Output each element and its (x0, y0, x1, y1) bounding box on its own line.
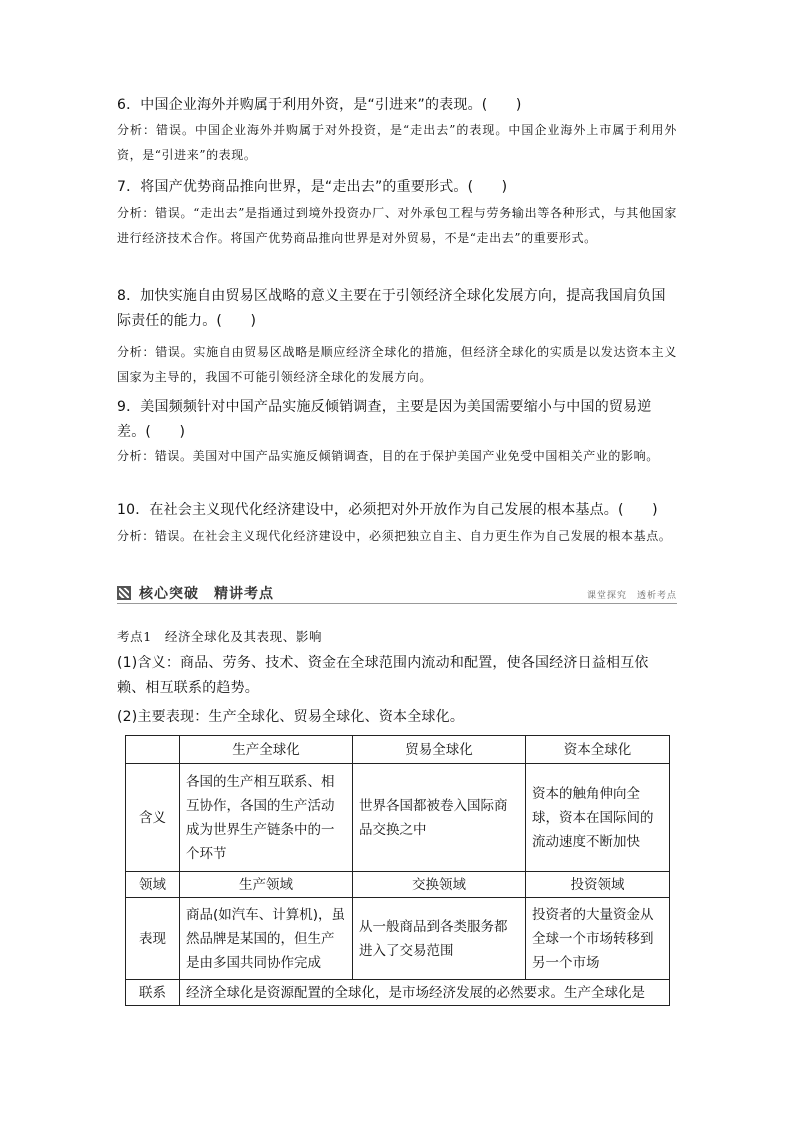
table-cell: 世界各国都被卷入国际商品交换之中 (353, 764, 526, 872)
manifestation-paragraph: (2)主要表现：生产全球化、贸易全球化、资本全球化。 (117, 709, 465, 725)
row-label-cell: 含义 (126, 764, 180, 872)
banner-divider (117, 603, 677, 604)
row-label-cell: 领域 (126, 872, 180, 898)
banner-subtitle: 课堂探究 透析考点 (586, 591, 677, 601)
table-cell: 各国的生产相互联系、相互协作，各国的生产活动成为世界生产链条中的一个环节 (180, 764, 353, 872)
row-label-cell: 联系 (126, 980, 180, 1006)
table-header-cell: 资本全球化 (526, 736, 670, 764)
table-cell: 商品(如汽车、计算机)，虽然品牌是某国的，但生产是由多国共同协作完成 (180, 898, 353, 980)
section-heading: 考点1 经济全球化及其表现、影响 (117, 629, 323, 644)
table-row (126, 872, 670, 898)
question-6: 6．中国企业海外并购属于利用外资，是“引进来”的表现。( ) (117, 97, 522, 113)
globalization-table (125, 735, 670, 1006)
section-banner (117, 583, 677, 605)
table-row (126, 898, 670, 980)
answer-8: 分析：错误。实施自由贸易区战略是顺应经济全球化的措施，但经济全球化的实质是以发达资本主义国家为主导的，我国不可能引领经济全球化的发展方向。 (117, 345, 677, 384)
question-9: 9．美国频频针对中国产品实施反倾销调查，主要是因为美国需要缩小与中国的贸易逆差。( ) (117, 399, 652, 440)
table-row (126, 764, 670, 872)
table-cell: 投资者的大量资金从全球一个市场转移到另一个市场 (526, 898, 670, 980)
table-corner-cell (126, 736, 180, 764)
table-cell: 交换领域 (353, 872, 526, 898)
table-header-row (126, 736, 670, 764)
table-cell: 从一般商品到各类服务都进入了交易范围 (353, 898, 526, 980)
row-label-cell: 表现 (126, 898, 180, 980)
banner-title: 核心突破 精讲考点 (139, 586, 274, 602)
answer-6: 分析：错误。中国企业海外并购属于对外投资，是“走出去”的表现。中国企业海外上市属于利用外资，是“引进来”的表现。 (117, 123, 677, 162)
answer-7: 分析：错误。“走出去”是指通过到境外投资办厂、对外承包工程与劳务输出等各种形式，与其他国家进行经济技术合作。将国产优势商品推向世界是对外贸易，不是“走出去”的重要形式。 (117, 206, 677, 245)
table-cell: 投资领域 (526, 872, 670, 898)
question-7: 7．将国产优势商品推向世界，是“走出去”的重要形式。( ) (117, 179, 508, 195)
table-link-cell: 经济全球化是资源配置的全球化，是市场经济发展的必然要求。生产全球化是 (180, 980, 670, 1006)
table-row (126, 980, 670, 1006)
table-header-cell: 贸易全球化 (353, 736, 526, 764)
answer-10: 分析：错误。在社会主义现代化经济建设中，必须把独立自主、自力更生作为自己发展的根本基点。 (117, 529, 672, 543)
answer-9: 分析：错误。美国对中国产品实施反倾销调查，目的在于保护美国产业免受中国相关产业的影响。 (117, 449, 659, 463)
table-cell: 生产领域 (180, 872, 353, 898)
table-header-cell: 生产全球化 (180, 736, 353, 764)
banner-icon (117, 586, 131, 600)
table-cell: 资本的触角伸向全球，资本在国际间的流动速度不断加快 (526, 764, 670, 872)
question-8: 8．加快实施自由贸易区战略的意义主要在于引领经济全球化发展方向，提高我国肩负国际责任的能力。( ) (117, 288, 666, 329)
question-10: 10．在社会主义现代化经济建设中，必须把对外开放作为自己发展的根本基点。( ) (117, 502, 658, 518)
definition-paragraph: (1)含义：商品、劳务、技术、资金在全球范围内流动和配置，使各国经济日益相互依赖、相互联系的趋势。 (117, 655, 649, 696)
